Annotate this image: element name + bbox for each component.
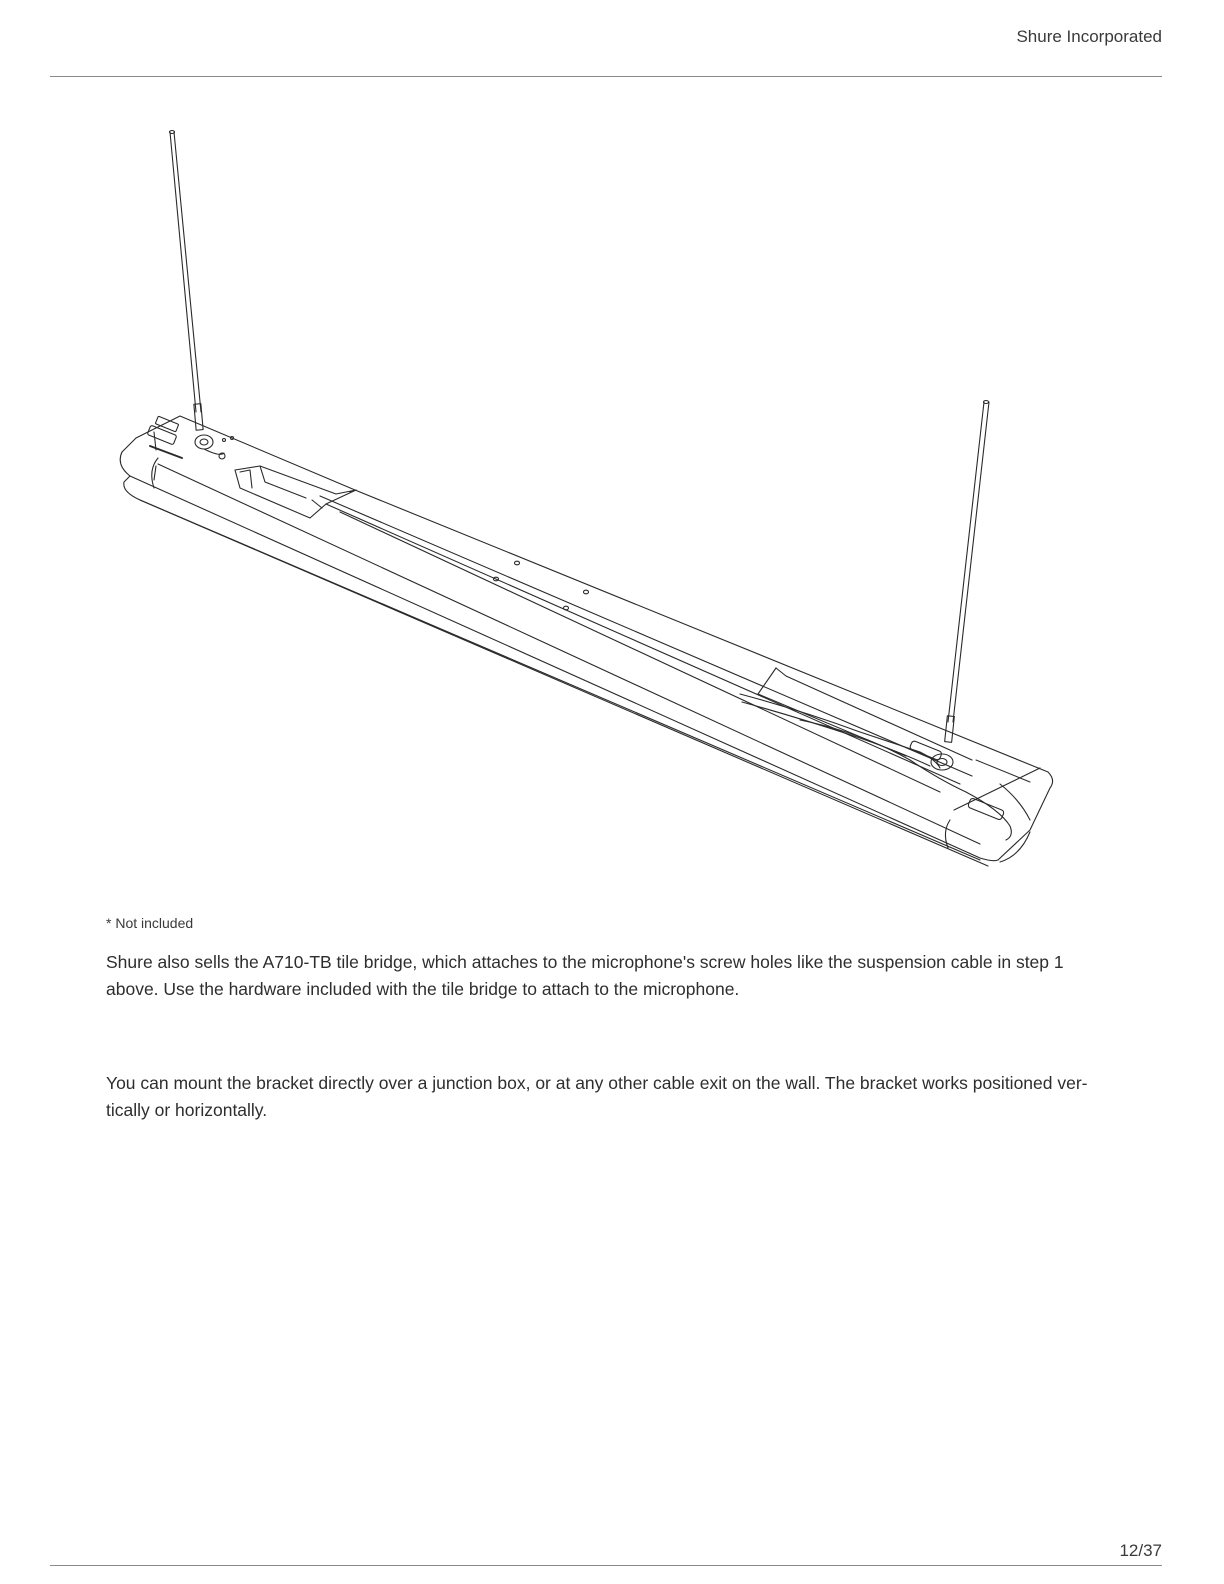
tile-bridge-paragraph: Shure also sells the A710-TB tile bridge, which attaches to the microphone's screw holes like the suspension cable in step 1 above. Use the hardware included with the tile bridge to attach to the microphone. (106, 952, 1064, 999)
bracket-mounting-paragraph: You can mount the bracket directly over a junction box, or at any other cable exit on the wall. The bracket works positioned ver-tically or horizontally. (106, 1073, 1088, 1120)
microphone-suspension-illustration (100, 120, 1080, 880)
page-number: 12/37 (1119, 1541, 1162, 1560)
header-divider (50, 76, 1162, 77)
footer-divider (50, 1565, 1162, 1566)
footnote-not-included: * Not included (106, 915, 194, 931)
header-company-name: Shure Incorporated (1016, 27, 1162, 46)
right-suspension-cable (931, 401, 989, 771)
left-suspension-cable (170, 131, 226, 460)
microphone-body (120, 416, 1052, 866)
